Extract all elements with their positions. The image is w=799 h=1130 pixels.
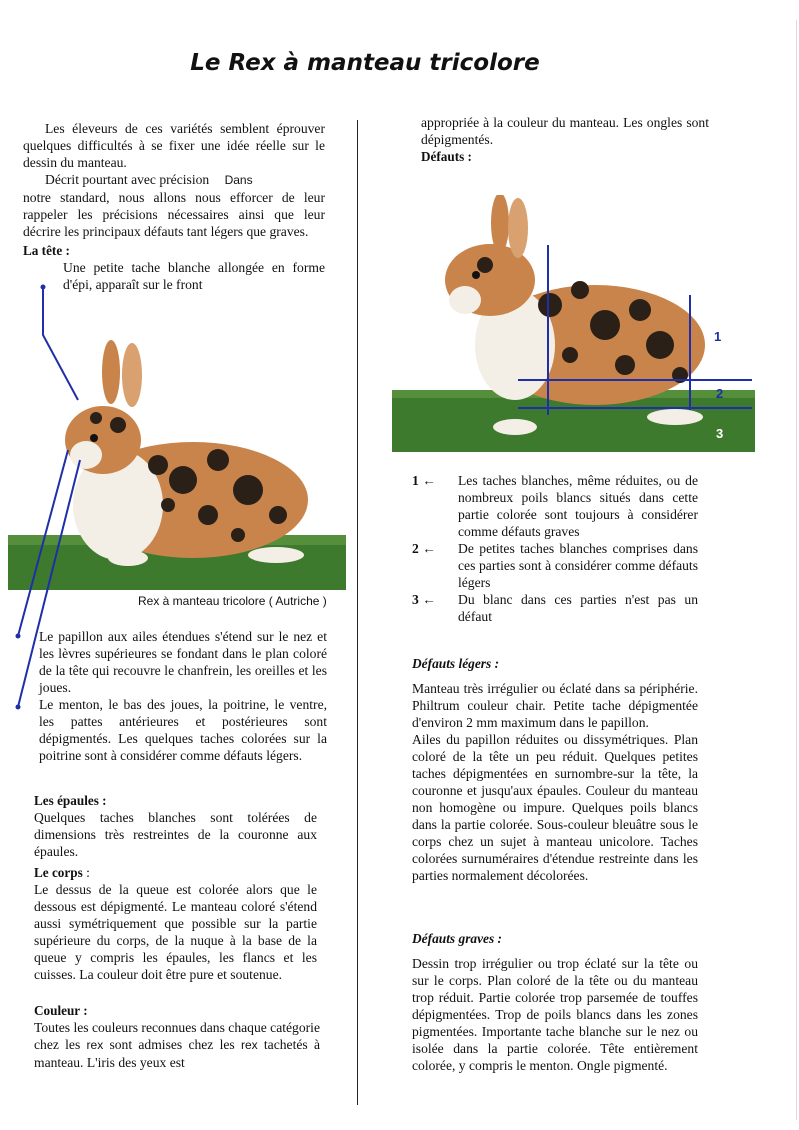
legend-text: De petites taches blanches comprises dans ces parties sont à considérer comme défauts légers — [458, 541, 698, 590]
heading-defauts: Défauts : — [421, 149, 472, 164]
intro-paragraph-1: Les éleveurs de ces variétés semblent éprouver quelques difficultés à se fixer une idée réelle sur le dessin du manteau. — [23, 121, 325, 170]
defauts-legers-paragraph-1: Manteau très irrégulier ou éclaté dans sa périphérie. Philtrum couleur chair. Petite tache dépigmentée d'environ 2 mm maximum dans le papillon. — [412, 681, 698, 730]
papillon-paragraph-1: Le papillon aux ailes étendues s'étend sur le nez et les lèvres supérieures se fondant dans le plan coloré de la tête qui recouvre le chanfrein, les oreilles et les joues. — [39, 629, 327, 695]
zone-label-1: 1 — [714, 329, 722, 344]
intro-paragraph-2 — [23, 171, 325, 189]
couleur-rex-1: rex — [86, 1038, 104, 1052]
column-divider — [357, 120, 358, 1105]
heading-corps: Le corps — [34, 865, 83, 880]
legend-item-1 — [412, 472, 698, 540]
couleur-text-b: sont admises chez les — [109, 1037, 235, 1052]
intro-text-a: Décrit pourtant avec précision — [45, 172, 210, 187]
corps-block — [34, 864, 317, 983]
papillon-paragraph-2: Le menton, le bas des joues, la poitrine, le ventre, les pattes antérieures et postérieures sont dépigmentés. Les quelques taches colorées sur la poitrine sont à considérer comme défauts légers. — [39, 697, 327, 763]
couleur-continued — [421, 114, 709, 165]
intro-paragraph-2b: notre standard, nous allons nous efforcer de leur rappeler les précisions nécessaires ainsi que leur décrire les principaux défauts tant légers que graves. — [23, 190, 325, 239]
epaules-block — [34, 792, 317, 860]
legend-text: Du blanc dans ces parties n'est pas un défaut — [458, 592, 698, 624]
epaules-text: Quelques taches blanches sont tolérées de dimensions très restreintes de la couronne aux épaules. — [34, 810, 317, 859]
heading-defauts-legers: Défauts légers : — [412, 656, 500, 671]
heading-couleur: Couleur : — [34, 1003, 88, 1018]
couleur-block — [34, 1002, 320, 1071]
heading-defauts-graves: Défauts graves : — [412, 931, 503, 946]
defauts-graves-block — [412, 930, 698, 1074]
heading-corps-suffix: : — [82, 865, 90, 880]
legend-number: 1 ← — [412, 473, 436, 488]
legend-item-3 — [412, 591, 698, 625]
defauts-legers-block — [412, 655, 698, 884]
heading-epaules: Les épaules : — [34, 793, 107, 808]
page-edge — [796, 20, 797, 1120]
intro-insert: Dans — [224, 173, 253, 187]
intro-block — [23, 120, 325, 293]
couleur-text-c: tachetés à manteau. L'iris des yeux est — [34, 1037, 320, 1070]
zone-label-2: 2 — [716, 386, 724, 401]
defauts-legers-paragraph-2: Ailes du papillon réduites ou dissymétriques. Plan coloré de la tête un peu réduit. Quelques petites taches dépigmentées en surnombre-sur la tête, la couronne et jusqu'aux épaules. Couleur du manteau non homogène ou impure. Quelques poils blancs dans la partie colorée. Sous-couleur bleuâtre sous le corps chez un sujet à manteau unicolore. Taches colorées surnuméraires d'étendue restreinte dans les parties normalement décolorées. — [412, 732, 698, 883]
papillon-block — [39, 628, 327, 764]
couleur-rex-2: rex — [240, 1038, 258, 1052]
legend-item-2 — [412, 540, 698, 591]
zone-legend — [412, 472, 698, 625]
defauts-graves-text: Dessin trop irrégulier ou trop éclaté sur la tête ou sur le corps. Plan coloré de la tête ou du manteau trop réduit. Partie colorée trop parsemée de touffes dépigmentées. Trop de poils blancs dans les zones pigmentées. Importante tache blanche sur le nez ou isolée dans la partie colorée. Tête entièrement colorée, y compris le menton. Ongle pigmenté. — [412, 956, 698, 1073]
rabbit-photo-right — [390, 195, 755, 455]
heading-tete: La tête : — [23, 243, 70, 258]
legend-number: 3 ← — [412, 592, 436, 607]
zone-label-3: 3 — [716, 426, 724, 441]
legend-number: 2 ← — [412, 541, 436, 556]
couleur-text-d: appropriée à la couleur du manteau. Les ongles sont dépigmentés. — [421, 115, 709, 147]
tete-text: Une petite tache blanche allongée en forme d'épi, apparaît sur le front — [63, 260, 325, 292]
couleur-text — [34, 1019, 320, 1071]
page-title: Le Rex à manteau tricolore — [190, 50, 540, 76]
legend-text: Les taches blanches, même réduites, ou de nombreux poils blancs situés dans cette partie colorée sont toujours à considérer comme défauts graves — [458, 473, 698, 539]
corps-text: Le dessus de la queue est colorée alors que le dessous est dépigmenté. Le manteau coloré s'étend aussi symétriquement que possible sur la partie supérieure du corps, de la nuque à la base de la queue y compris les épaules, les flancs et les cuisses. La couleur doit être pure et soutenue. — [34, 882, 317, 982]
couleur-text-a: Toutes les couleurs reconnues dans chaque catégorie chez les — [34, 1020, 320, 1052]
photo-caption: Rex à manteau tricolore ( Autriche ) — [138, 594, 327, 608]
